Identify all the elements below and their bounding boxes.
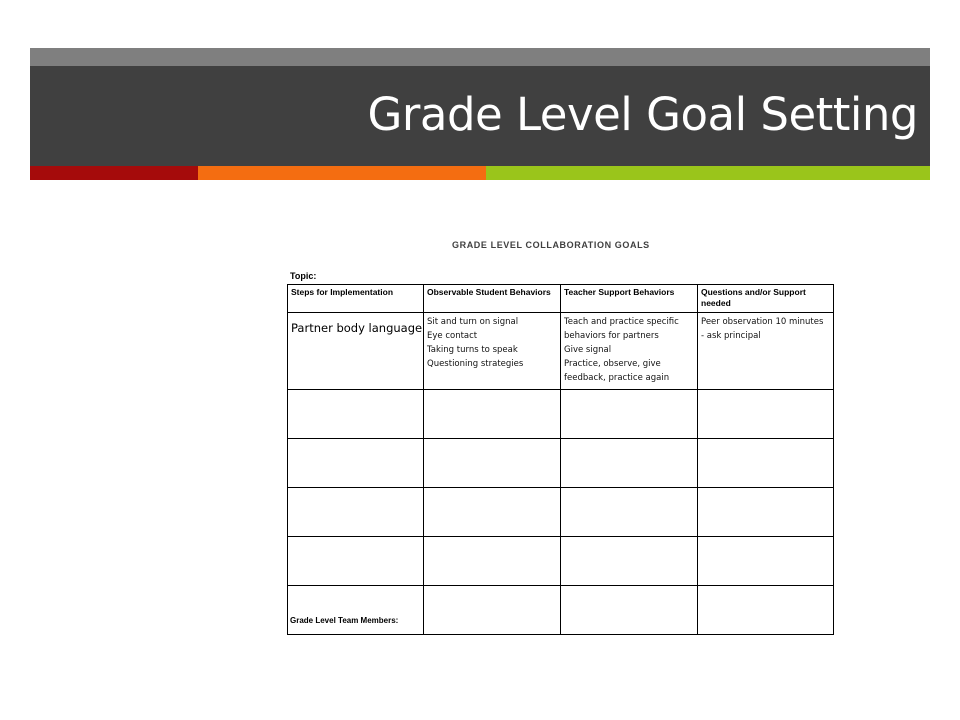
empty-cell [561, 390, 698, 439]
column-header-steps: Steps for Implementation [288, 285, 424, 313]
empty-cell [561, 439, 698, 488]
empty-cell [288, 439, 424, 488]
list-item: - ask principal [701, 331, 761, 341]
table-row-empty [288, 537, 834, 586]
table-row-empty [288, 390, 834, 439]
column-header-questions: Questions and/or Support needed [698, 285, 834, 313]
empty-cell [424, 439, 561, 488]
empty-cell [424, 537, 561, 586]
empty-cell [288, 586, 424, 635]
empty-cell [424, 488, 561, 537]
collaboration-goals-table [287, 284, 834, 635]
empty-cell [288, 537, 424, 586]
empty-cell [288, 488, 424, 537]
empty-cell [288, 390, 424, 439]
table-row [288, 313, 834, 390]
header-top-stripe [30, 48, 930, 66]
topic-label: Topic: [290, 271, 317, 281]
table-row-empty [288, 439, 834, 488]
empty-cell [698, 586, 834, 635]
list-item: Practice, observe, give [564, 359, 661, 369]
list-item: Give signal [564, 345, 612, 355]
table-row-empty [288, 488, 834, 537]
column-header-student-behaviors: Observable Student Behaviors [424, 285, 561, 313]
table-row-empty [288, 586, 834, 635]
empty-cell [698, 537, 834, 586]
list-item: Eye contact [427, 331, 478, 341]
list-item: feedback, practice again [564, 373, 670, 383]
title-banner [30, 66, 930, 166]
accent-bar-orange [198, 166, 486, 180]
empty-cell [698, 439, 834, 488]
student-behaviors-cell [424, 313, 561, 390]
empty-cell [561, 537, 698, 586]
list-item: Teach and practice specific [564, 317, 679, 327]
accent-bar-red [30, 166, 198, 180]
list-item: Sit and turn on signal [427, 317, 519, 327]
column-header-teacher-behaviors: Teacher Support Behaviors [561, 285, 698, 313]
list-item: Questioning strategies [427, 359, 524, 369]
table-header-row [288, 285, 834, 313]
empty-cell [561, 488, 698, 537]
teacher-behaviors-cell [561, 313, 698, 390]
list-item: Peer observation 10 minutes [701, 317, 824, 327]
list-item: behaviors for partners [564, 331, 659, 341]
empty-cell [698, 488, 834, 537]
accent-bar-green [486, 166, 930, 180]
slide-title: Grade Level Goal Setting [367, 88, 918, 141]
step-cell: Partner body language [288, 313, 424, 390]
empty-cell [424, 586, 561, 635]
document-heading: GRADE LEVEL COLLABORATION GOALS [452, 240, 650, 250]
list-item: Taking turns to speak [427, 345, 518, 355]
questions-cell [698, 313, 834, 390]
empty-cell [561, 586, 698, 635]
empty-cell [698, 390, 834, 439]
empty-cell [424, 390, 561, 439]
team-members-label: Grade Level Team Members: [290, 616, 399, 625]
